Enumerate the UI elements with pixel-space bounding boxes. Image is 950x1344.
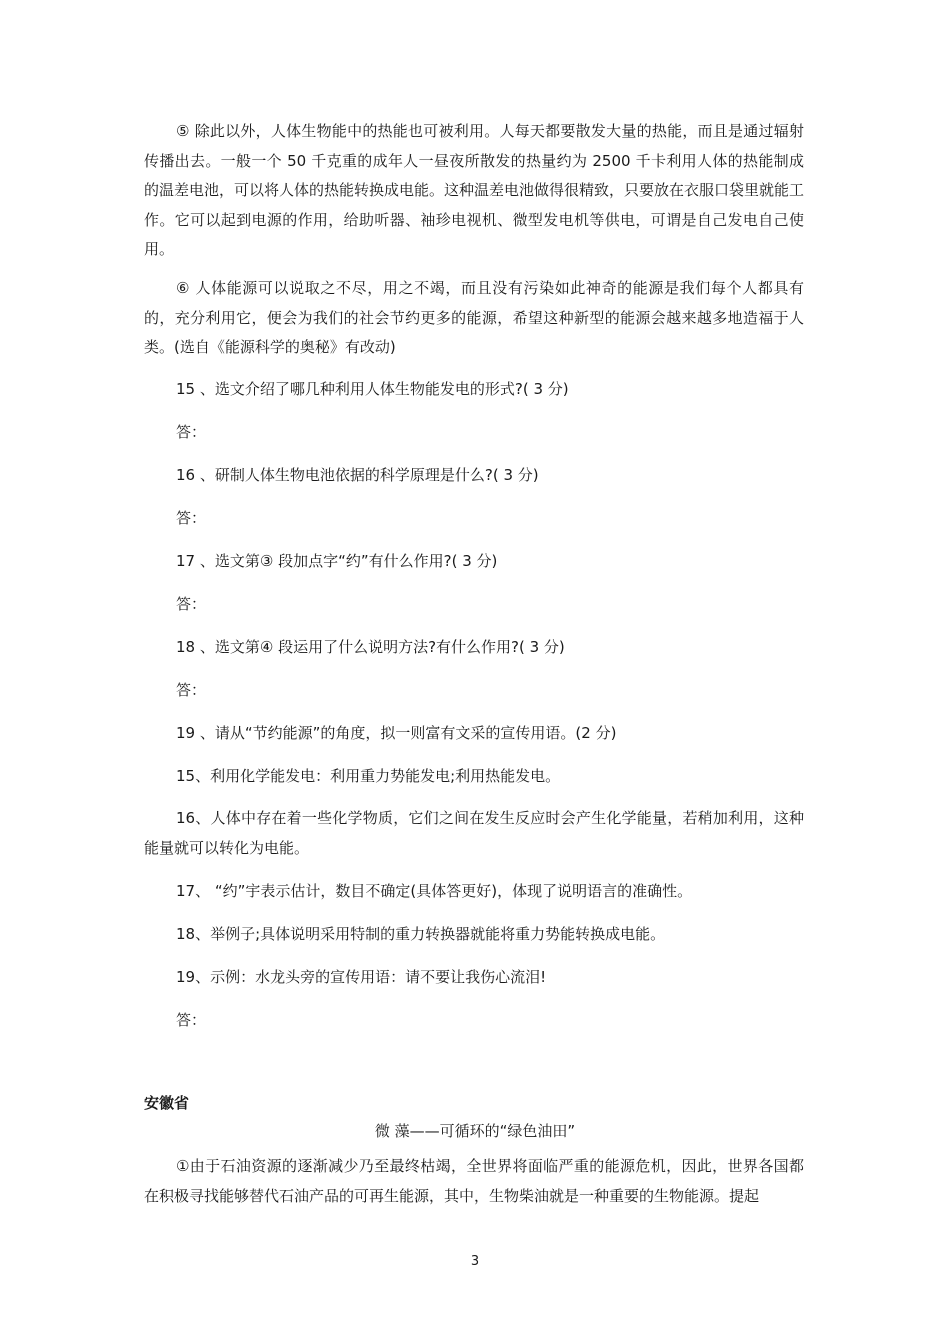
paragraph-5: ⑤ 除此以外，人体生物能中的热能也可被利用。人每天都要散发大量的热能，而且是通过辐射传播出去。一般一个 50 千克重的成年人一昼夜所散发的热量约为 2500 千卡利用人体的热能制成的温差电池，可以将人体的热能转换成电能。这种温差电池做得很精致，只要放在衣服口袋里就能工作。它可以起到电源的作用，给助听器、袖珍电视机、微型发电机等供电，可谓是自己发电自己使用。 (144, 122, 805, 258)
article-title: 微 藻——可循环的“绿色油田” (374, 1122, 576, 1140)
question-15: 15 、选文介绍了哪几种利用人体生物能发电的形式?( 3 分) (176, 380, 569, 398)
answer-label: 答： (176, 509, 207, 527)
answer-16: 16、人体中存在着一些化学物质，它们之间在发生反应时会产生化学能量，若稍加利用，这种能量就可以转化为电能。 (144, 809, 804, 857)
article-paragraph-1: ①由于石油资源的逐渐减少乃至最终枯竭，全世界将面临严重的能源危机，因此，世界各国都在积极寻找能够替代石油产品的可再生能源，其中，生物柴油就是一种重要的生物能源。提起 (144, 1157, 804, 1205)
question-17: 17 、选文第③ 段加点字“约”有什么作用?( 3 分) (176, 552, 498, 570)
question-18: 18 、选文第④ 段运用了什么说明方法?有什么作用?( 3 分) (176, 638, 565, 656)
answer-label: 答： (176, 1011, 207, 1029)
answer-18: 18、举例子;具体说明采用特制的重力转换器就能将重力势能转换成电能。 (176, 925, 666, 943)
paragraph-6: ⑥ 人体能源可以说取之不尽，用之不竭，而且没有污染如此神奇的能源是我们每个人都具有的，充分利用它，便会为我们的社会节约更多的能源，希望这种新型的能源会越来越多地造福于人类。(选自《能源科学的奥秘》有改动) (144, 279, 804, 356)
page-number: 3 (470, 1254, 480, 1269)
answer-17: 17、 “约”宇表示估计，数目不确定(具体答更好)，体现了说明语言的准确性。 (176, 882, 693, 900)
answer-15: 15、利用化学能发电：利用重力势能发电;利用热能发电。 (176, 767, 561, 785)
answer-label: 答： (176, 423, 207, 441)
answer-label: 答： (176, 595, 207, 613)
answer-19: 19、示例：水龙头旁的宣传用语：请不要让我伤心流泪! (176, 968, 547, 986)
region-heading: 安徽省 (144, 1094, 190, 1112)
question-16: 16 、研制人体生物电池依据的科学原理是什么?( 3 分) (176, 466, 539, 484)
question-19: 19 、请从“节约能源”的角度，拟一则富有文采的宣传用语。(2 分) (176, 724, 617, 742)
answer-label: 答： (176, 681, 207, 699)
